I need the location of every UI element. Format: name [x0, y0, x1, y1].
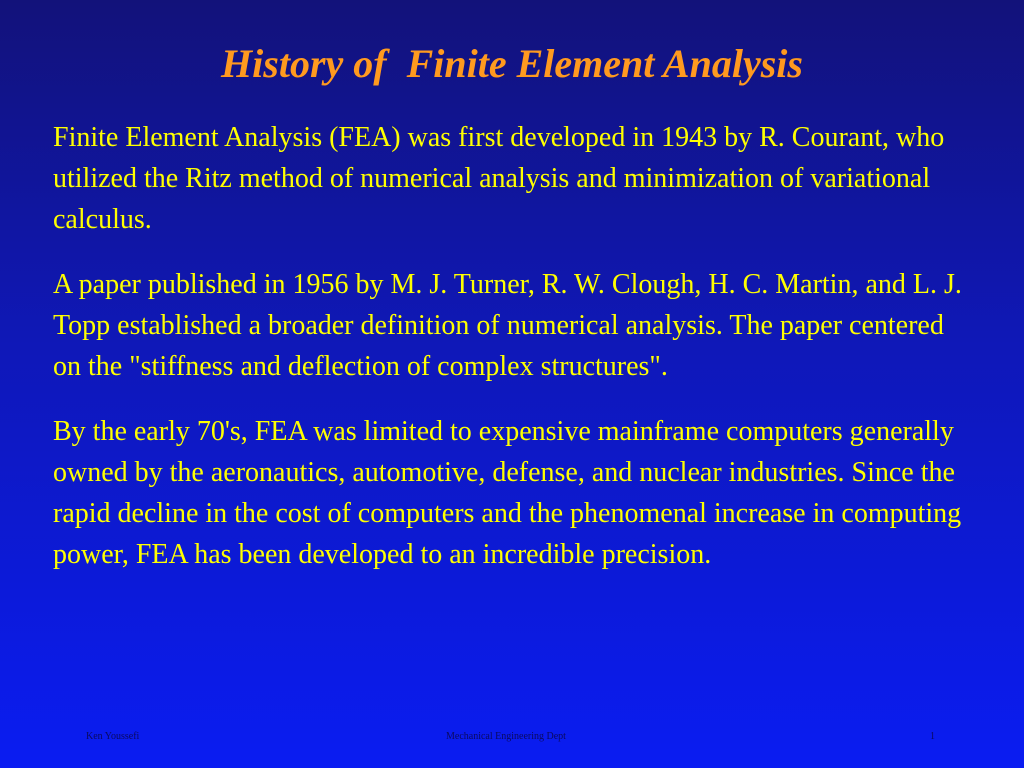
footer-page-number: 1 [930, 731, 935, 742]
slide-body [53, 117, 963, 599]
slide-title: History of Finite Element Analysis [221, 41, 803, 86]
paragraph-1956-paper: A paper published in 1956 by M. J. Turner, R. W. Clough, H. C. Martin, and L. J. Topp established a broader definition of numerical analysis. The paper centered on the "stiffness and deflection of complex structures". [53, 269, 962, 382]
footer-author: Ken Youssefi [86, 731, 140, 742]
paragraph-early-70s: By the early 70's, FEA was limited to expensive mainframe computers generally owned by the aeronautics, automotive, defense, and nuclear industries. Since the rapid decline in the cost of computers and the phenomenal increase in computing power, FEA has been developed to an incredible precision. [53, 416, 962, 570]
paragraph-fea-origin: Finite Element Analysis (FEA) was first developed in 1943 by R. Courant, who utilized the Ritz method of numerical analysis and minimization of variational calculus. [53, 122, 945, 235]
footer-department: Mechanical Engineering Dept [446, 731, 566, 742]
